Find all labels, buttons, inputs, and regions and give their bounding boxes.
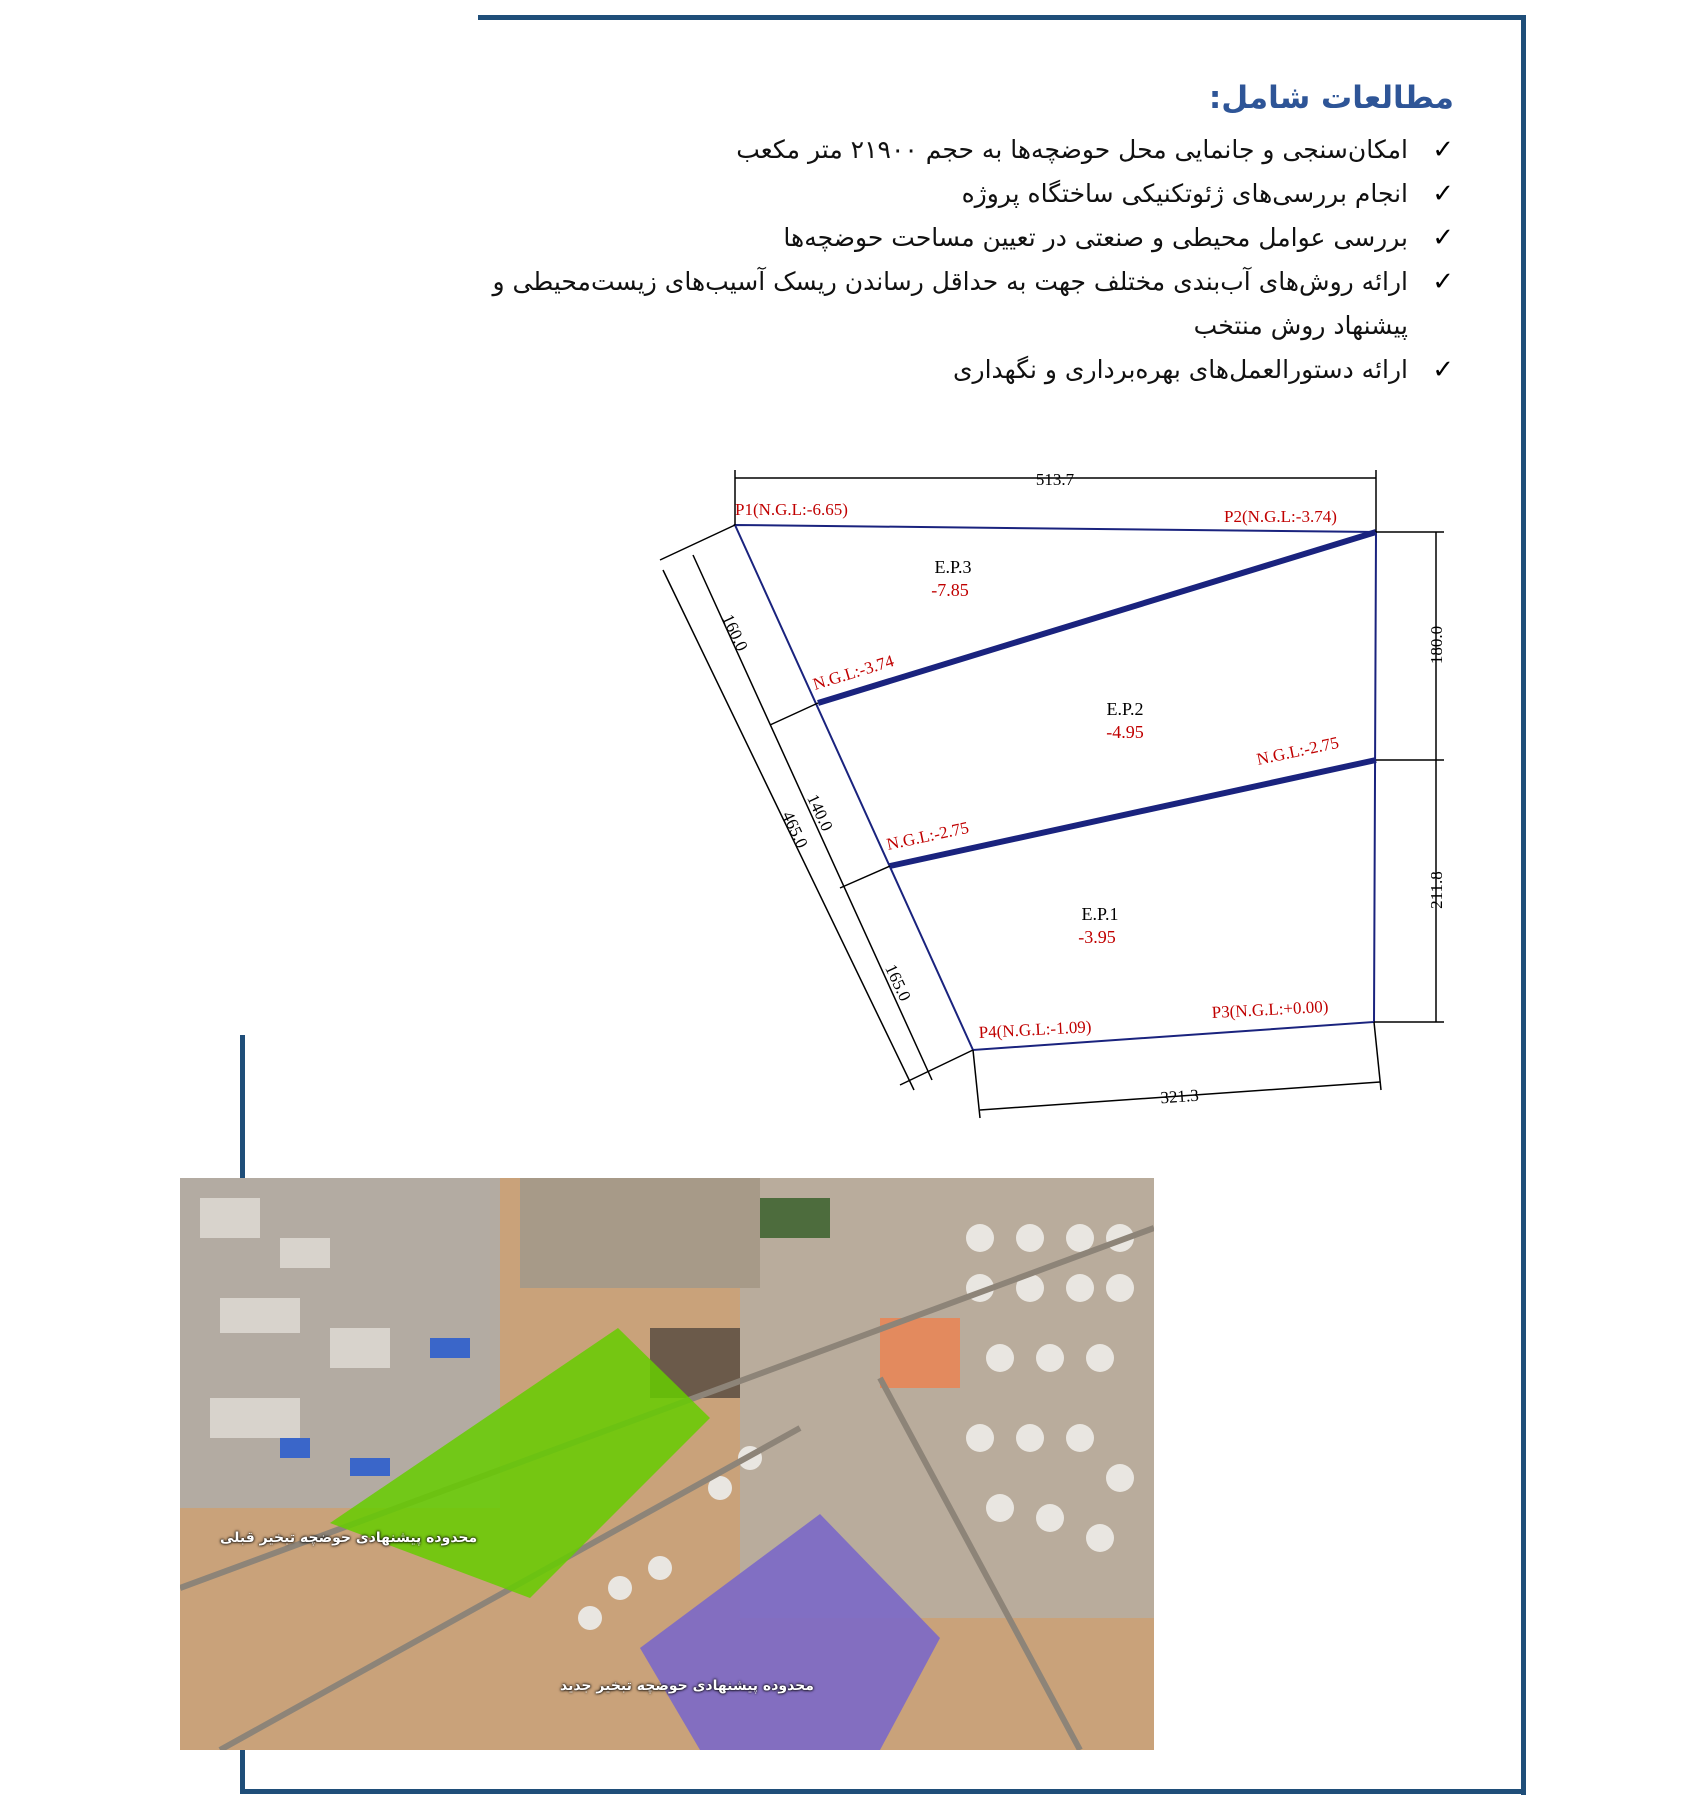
dim-left-a-text: 160.0	[718, 611, 752, 655]
check-icon: ✓	[1432, 355, 1454, 385]
list-item-text: انجام بررسی‌های ژئوتکنیکی ساختگاه پروژه	[961, 179, 1408, 208]
frame-bottom-line	[240, 1789, 1526, 1794]
list-item-text: ارائه دستورالعمل‌های بهره‌برداری و نگهداری	[952, 355, 1408, 384]
dim-left-b-text: 140.0	[803, 791, 837, 835]
satellite-map-drawing	[180, 1178, 1154, 1750]
list-item-text: امکان‌سنجی و جانمایی محل حوضچه‌ها به حجم ۲۱۹۰۰ متر مکعب	[736, 135, 1408, 164]
dimension-texts	[718, 470, 1446, 1107]
p3-label: P3(N.G.L:+0.00)	[1211, 996, 1329, 1022]
dim-left-c-text: 165.0	[881, 961, 915, 1005]
p4-label: P4(N.G.L:-1.09)	[978, 1017, 1092, 1042]
ngl-lower-left: N.G.L:-2.75	[884, 817, 971, 854]
dim-right-upper-text: 180.0	[1427, 625, 1446, 665]
check-icon: ✓	[1432, 223, 1454, 253]
pond-ep2-name: E.P.2	[1106, 699, 1144, 719]
map-label-old: محدوده پیشنهادی حوضچه تبخیر قبلی	[220, 1530, 478, 1546]
divider-upper	[818, 532, 1376, 703]
point-labels	[735, 500, 1341, 1042]
map-label-new: محدوده پیشنهادی حوضچه تبخیر جدید	[560, 1678, 814, 1694]
pond-ep3-name: E.P.3	[934, 557, 972, 577]
section-heading: مطالعات شامل:	[1208, 80, 1454, 116]
plot-outline	[735, 525, 1376, 1050]
plot-boundary	[735, 525, 1376, 1050]
divider-lower	[890, 760, 1376, 866]
p2-label: P2(N.G.L:-3.74)	[1224, 507, 1337, 526]
pond-ep1-name: E.P.1	[1081, 904, 1119, 924]
dim-right-lower-text: 211.8	[1427, 871, 1446, 909]
dim-top-text: 513.7	[1035, 470, 1075, 489]
check-icon: ✓	[1432, 179, 1454, 209]
pond-ep2-level: -4.95	[1106, 722, 1144, 742]
check-icon: ✓	[1432, 135, 1454, 165]
dim-bottom-text: 321.3	[1159, 1085, 1200, 1108]
ngl-upper-left: N.G.L:-3.74	[810, 651, 897, 694]
list-item-text: بررسی عوامل محیطی و صنعتی در تعیین مساحت حوضچه‌ها	[783, 223, 1408, 252]
p1-label: P1(N.G.L:-6.65)	[735, 500, 848, 519]
check-icon: ✓	[1432, 267, 1454, 297]
list-item-text: ارائه روش‌های آب‌بندی مختلف جهت به حداقل رساندن ریسک آسیب‌های زیست‌محیطی و پیشنهاد روش منتخب	[492, 267, 1408, 340]
pond-ep3-level: -7.85	[931, 580, 969, 600]
ngl-mid-right: N.G.L:-2.75	[1254, 732, 1341, 769]
satellite-map	[180, 1178, 1154, 1750]
dim-left-total-text: 465.0	[778, 808, 812, 852]
pond-ep1-level: -3.95	[1078, 927, 1116, 947]
